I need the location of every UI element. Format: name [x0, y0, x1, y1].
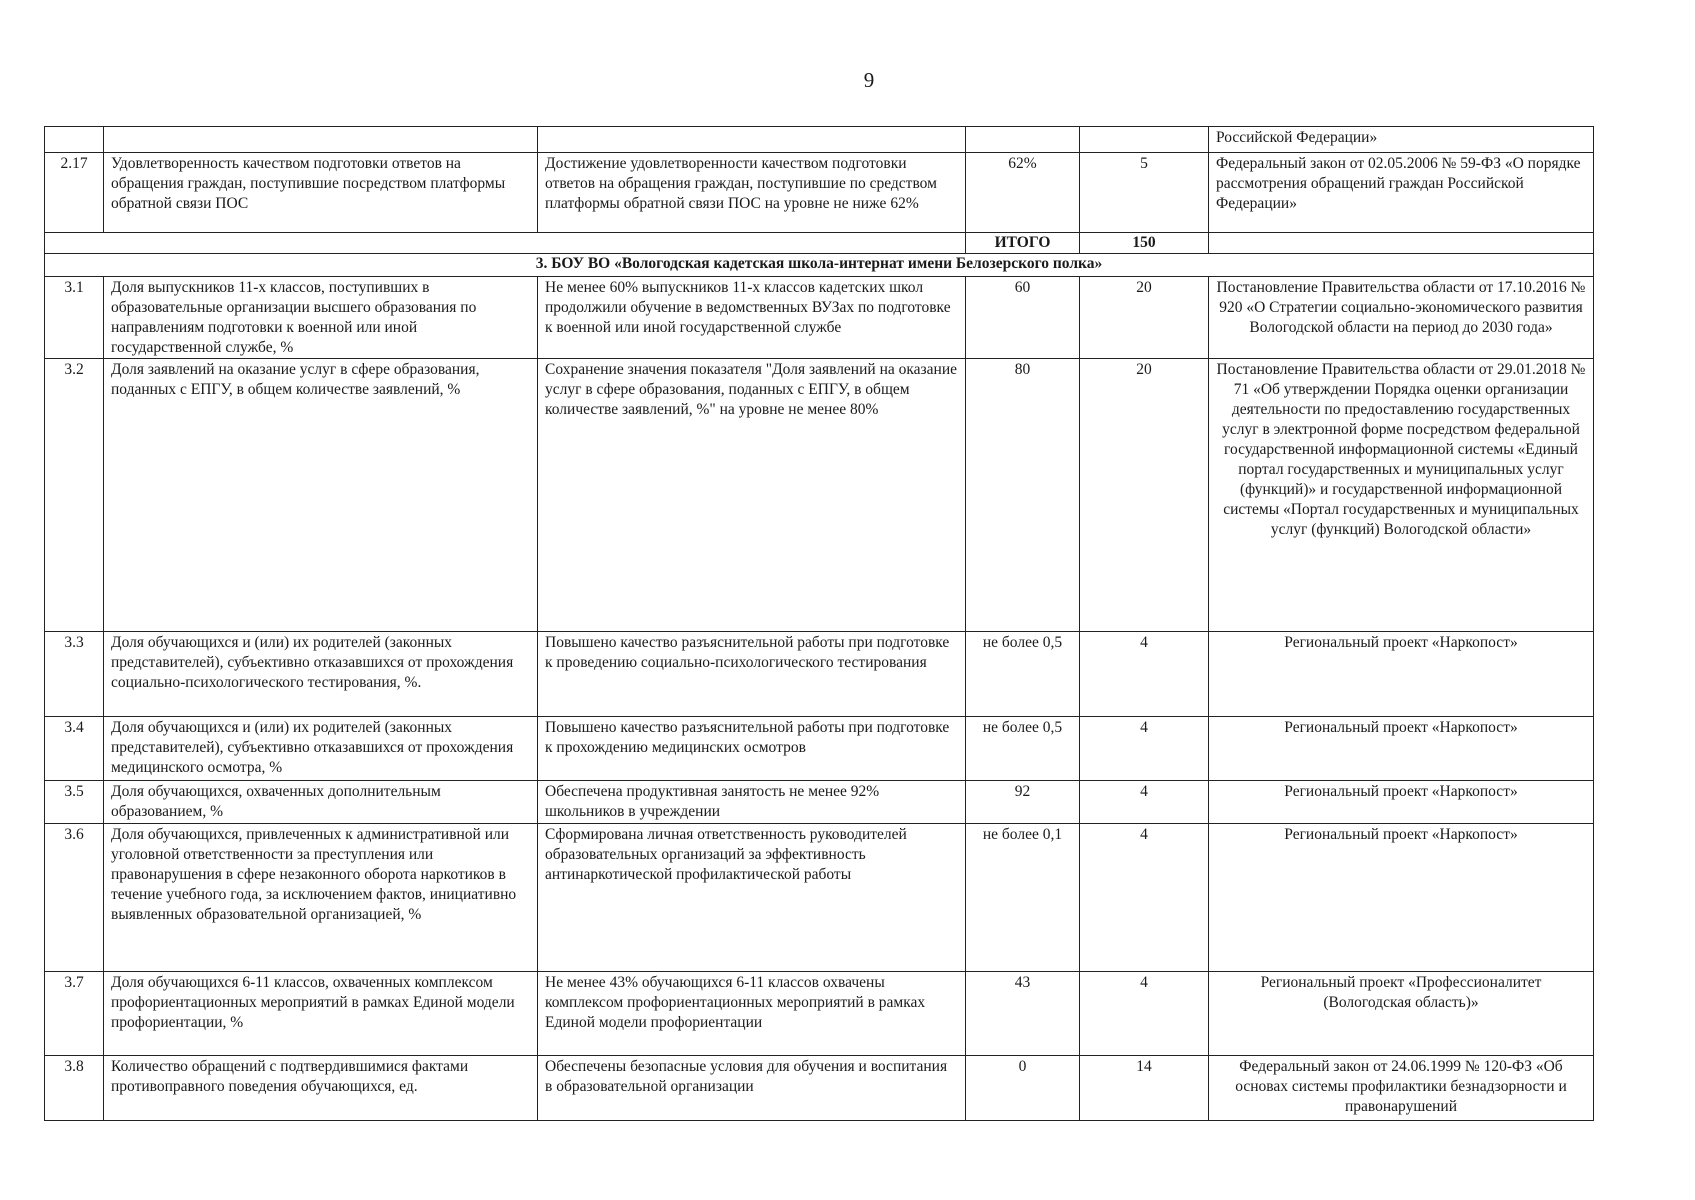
cell-basis: Постановление Правительства области от 17.10.2016 № 920 «О Стратегии социально-экономического развития Вологодской области на период до 2030 года» — [1209, 277, 1594, 359]
cell-basis: Региональный проект «Профессионалитет (Вологодская область)» — [1209, 972, 1594, 1056]
section-header — [45, 254, 1594, 277]
cell-num: 3.8 — [45, 1056, 104, 1121]
cell-points: 20 — [1080, 359, 1209, 632]
cell-indicator: Доля обучающихся, привлеченных к административной или уголовной ответственности за преступления или правонарушения в сфере незаконного оборота наркотиков в течение учебного года, за исключением фактов, инициативно выявленных образовательной организацией, % — [104, 824, 538, 972]
table-row — [45, 781, 1594, 824]
cell-result: Повышено качество разъяснительной работы при подготовке к прохождению медицинских осмотров — [538, 717, 966, 781]
cell-indicator: Доля обучающихся 6-11 классов, охваченных комплексом профориентационных мероприятий в рамках Единой модели профориентации, % — [104, 972, 538, 1056]
cell-points: 4 — [1080, 824, 1209, 972]
cell-num: 2.17 — [45, 153, 104, 233]
total-label: ИТОГО — [966, 233, 1080, 254]
cell-points: 4 — [1080, 781, 1209, 824]
cell-result — [538, 127, 966, 153]
cell-points — [1080, 127, 1209, 153]
cell-indicator: Доля обучающихся и (или) их родителей (законных представителей), субъективно отказавшихся от прохождения медицинского осмотра, % — [104, 717, 538, 781]
page-number: 9 — [863, 68, 875, 92]
cell-result: Достижение удовлетворенности качеством подготовки ответов на обращения граждан, поступившие по средством платформы обратной связи ПОС на уровне не ниже 62% — [538, 153, 966, 233]
cell-indicator: Удовлетворенность качеством подготовки ответов на обращения граждан, поступившие посредством платформы обратной связи ПОС — [104, 153, 538, 233]
cell-value: 92 — [966, 781, 1080, 824]
cell-basis: Региональный проект «Наркопост» — [1209, 632, 1594, 717]
cell-points: 14 — [1080, 1056, 1209, 1121]
cell-result: Сохранение значения показателя "Доля заявлений на оказание услуг в сфере образования, поданных с ЕПГУ, в общем количестве заявлений, %" на уровне не менее 80% — [538, 359, 966, 632]
cell-basis: Постановление Правительства области от 29.01.2018 № 71 «Об утверждении Порядка оценки организации деятельности по предоставлению государственных услуг в электронной форме посредством федеральной государственной информационной системы «Единый портал государственных и муниципальных услуг (функций)» и государственной информационной системы «Портал государственных и муниципальных услуг (функций) Вологодской области» — [1209, 359, 1594, 632]
carry-over-row — [45, 127, 1594, 153]
cell-points: 4 — [1080, 717, 1209, 781]
cell-result: Повышено качество разъяснительной работы при подготовке к проведению социально-психологического тестирования — [538, 632, 966, 717]
cell-basis: Региональный проект «Наркопост» — [1209, 717, 1594, 781]
table-row — [45, 1056, 1594, 1121]
cell-num: 3.4 — [45, 717, 104, 781]
cell-points: 20 — [1080, 277, 1209, 359]
cell-num: 3.1 — [45, 277, 104, 359]
cell-result: Сформирована личная ответственность руководителей образовательных организаций за эффективность антинаркотической профилактической работы — [538, 824, 966, 972]
table-row — [45, 359, 1594, 632]
cell-num — [45, 127, 104, 153]
table-row — [45, 632, 1594, 717]
table-row — [45, 972, 1594, 1056]
cell-indicator: Количество обращений с подтвердившимися фактами противоправного поведения обучающихся, ед. — [104, 1056, 538, 1121]
cell-value: 0 — [966, 1056, 1080, 1121]
cell-value: 80 — [966, 359, 1080, 632]
cell-indicator — [104, 127, 538, 153]
cell-result: Обеспечена продуктивная занятость не менее 92% школьников в учреждении — [538, 781, 966, 824]
cell-indicator: Доля обучающихся, охваченных дополнительным образованием, % — [104, 781, 538, 824]
cell-value: 43 — [966, 972, 1080, 1056]
total-empty — [1209, 233, 1594, 254]
cell-points: 4 — [1080, 972, 1209, 1056]
total-value: 150 — [1080, 233, 1209, 254]
cell-num: 3.7 — [45, 972, 104, 1056]
cell-num: 3.3 — [45, 632, 104, 717]
section-title: 3. БОУ ВО «Вологодская кадетская школа-интернат имени Белозерского полка» — [45, 254, 1594, 277]
cell-basis: Региональный проект «Наркопост» — [1209, 824, 1594, 972]
cell-value: 60 — [966, 277, 1080, 359]
table-row — [45, 824, 1594, 972]
cell-basis: Российской Федерации» — [1209, 127, 1594, 153]
cell-value: не более 0,5 — [966, 632, 1080, 717]
cell-num: 3.5 — [45, 781, 104, 824]
indicators-table — [44, 126, 1594, 1121]
cell-value: 62% — [966, 153, 1080, 233]
cell-points: 5 — [1080, 153, 1209, 233]
cell-basis: Федеральный закон от 24.06.1999 № 120-ФЗ «Об основах системы профилактики безнадзорности и правонарушений — [1209, 1056, 1594, 1121]
table-row — [45, 277, 1594, 359]
cell-num: 3.6 — [45, 824, 104, 972]
cell-points: 4 — [1080, 632, 1209, 717]
cell-value: не более 0,1 — [966, 824, 1080, 972]
cell-indicator: Доля выпускников 11-х классов, поступивших в образовательные организации высшего образования по направлениям подготовки к военной или иной государственной службе, % — [104, 277, 538, 359]
table-row — [45, 717, 1594, 781]
cell-result: Не менее 60% выпускников 11-х классов кадетских школ продолжили обучение в ведомственных ВУЗах по подготовке к военной или иной государственной службе — [538, 277, 966, 359]
cell-result: Не менее 43% обучающихся 6-11 классов охвачены комплексом профориентационных мероприятий в рамках Единой модели профориентации — [538, 972, 966, 1056]
cell-num: 3.2 — [45, 359, 104, 632]
total-row — [45, 233, 1594, 254]
table-row — [45, 153, 1594, 233]
cell-indicator: Доля обучающихся и (или) их родителей (законных представителей), субъективно отказавшихся от прохождения социально-психологического тестирования, %. — [104, 632, 538, 717]
cell-value — [966, 127, 1080, 153]
cell-value: не более 0,5 — [966, 717, 1080, 781]
cell-indicator: Доля заявлений на оказание услуг в сфере образования, поданных с ЕПГУ, в общем количестве заявлений, % — [104, 359, 538, 632]
total-spacer — [45, 233, 966, 254]
cell-basis: Федеральный закон от 02.05.2006 № 59-ФЗ «О порядке рассмотрения обращений граждан Российской Федерации» — [1209, 153, 1594, 233]
cell-result: Обеспечены безопасные условия для обучения и воспитания в образовательной организации — [538, 1056, 966, 1121]
cell-basis: Региональный проект «Наркопост» — [1209, 781, 1594, 824]
